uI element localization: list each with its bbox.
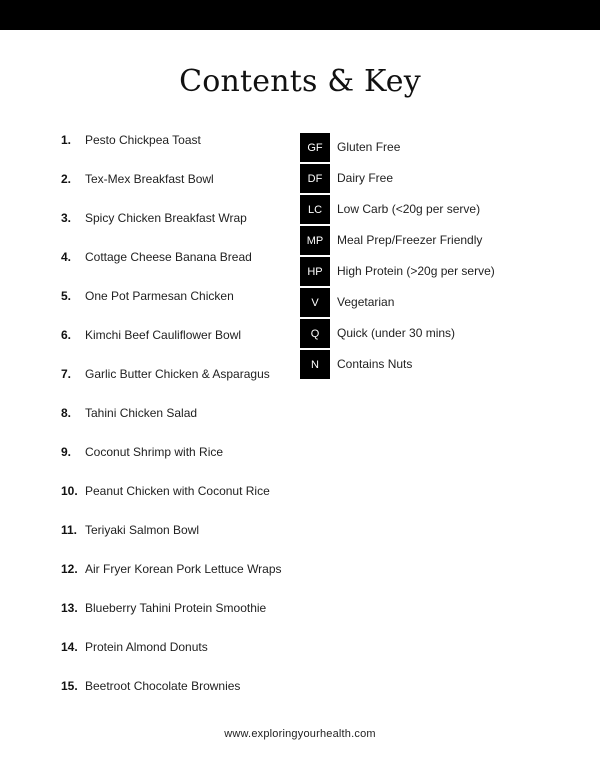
key-item xyxy=(300,132,560,163)
contents-item xyxy=(61,480,301,519)
contents-item-number: 14. xyxy=(61,640,78,654)
contents-item-number: 8. xyxy=(61,406,72,420)
key-label: Quick (under 30 mins) xyxy=(337,325,456,340)
contents-item xyxy=(61,168,301,207)
contents-item xyxy=(61,636,301,675)
key-label: High Protein (>20g per serve) xyxy=(337,263,495,278)
contents-item-number: 5. xyxy=(61,289,72,303)
contents-item xyxy=(61,129,301,168)
key-badge: GF xyxy=(300,133,330,162)
contents-item-number: 13. xyxy=(61,601,78,615)
contents-item xyxy=(61,207,301,246)
contents-item-number: 1. xyxy=(61,133,72,147)
contents-item-label: Tex-Mex Breakfast Bowl xyxy=(85,172,214,186)
contents-item-number: 15. xyxy=(61,679,78,693)
contents-item xyxy=(61,519,301,558)
contents-item-label: Protein Almond Donuts xyxy=(85,640,208,654)
page-title: Contents & Key xyxy=(179,64,421,99)
contents-item-label: Teriyaki Salmon Bowl xyxy=(85,523,200,537)
contents-item-number: 4. xyxy=(61,250,72,264)
contents-item xyxy=(61,558,301,597)
contents-item-number: 11. xyxy=(61,523,78,537)
contents-item xyxy=(61,441,301,480)
contents-item-label: Peanut Chicken with Coconut Rice xyxy=(85,484,270,498)
key-label: Meal Prep/Freezer Friendly xyxy=(337,232,483,247)
key-label: Vegetarian xyxy=(337,294,395,309)
key-badge: V xyxy=(300,288,330,317)
key-legend xyxy=(300,132,560,380)
contents-item-label: Kimchi Beef Cauliflower Bowl xyxy=(85,328,242,342)
key-label: Low Carb (<20g per serve) xyxy=(337,201,481,216)
contents-item xyxy=(61,597,301,636)
contents-item-label: Coconut Shrimp with Rice xyxy=(85,445,224,459)
key-label: Contains Nuts xyxy=(337,356,413,371)
contents-item-number: 12. xyxy=(61,562,78,576)
contents-item-number: 10. xyxy=(61,484,78,498)
contents-item xyxy=(61,402,301,441)
key-label: Dairy Free xyxy=(337,170,394,185)
contents-item-label: Beetroot Chocolate Brownies xyxy=(85,679,241,693)
contents-item-number: 2. xyxy=(61,172,72,186)
key-item xyxy=(300,287,560,318)
contents-item-label: Cottage Cheese Banana Bread xyxy=(85,250,252,264)
contents-item xyxy=(61,324,301,363)
contents-item xyxy=(61,363,301,402)
key-badge: Q xyxy=(300,319,330,348)
header-bar xyxy=(0,0,600,30)
key-item xyxy=(300,225,560,256)
key-item xyxy=(300,256,560,287)
key-item xyxy=(300,349,560,380)
contents-list xyxy=(61,129,301,714)
contents-item-number: 9. xyxy=(61,445,72,459)
key-badge: N xyxy=(300,350,330,379)
key-label: Gluten Free xyxy=(337,139,401,154)
contents-item xyxy=(61,675,301,714)
contents-item-label: One Pot Parmesan Chicken xyxy=(85,289,234,303)
contents-item-label: Garlic Butter Chicken & Asparagus xyxy=(85,367,270,381)
key-item xyxy=(300,318,560,349)
key-badge: MP xyxy=(300,226,330,255)
key-item xyxy=(300,163,560,194)
contents-item xyxy=(61,246,301,285)
contents-item-label: Tahini Chicken Salad xyxy=(85,406,198,420)
contents-item-number: 7. xyxy=(61,367,72,381)
contents-item-label: Spicy Chicken Breakfast Wrap xyxy=(85,211,247,225)
contents-item-label: Blueberry Tahini Protein Smoothie xyxy=(85,601,267,615)
key-badge: LC xyxy=(300,195,330,224)
contents-item-number: 6. xyxy=(61,328,72,342)
key-item xyxy=(300,194,560,225)
contents-item-label: Pesto Chickpea Toast xyxy=(85,133,201,147)
key-badge: DF xyxy=(300,164,330,193)
key-badge: HP xyxy=(300,257,330,286)
contents-item xyxy=(61,285,301,324)
contents-item-number: 3. xyxy=(61,211,72,225)
contents-item-label: Air Fryer Korean Pork Lettuce Wraps xyxy=(85,562,282,576)
footer-url: www.exploringyourhealth.com xyxy=(224,728,376,740)
